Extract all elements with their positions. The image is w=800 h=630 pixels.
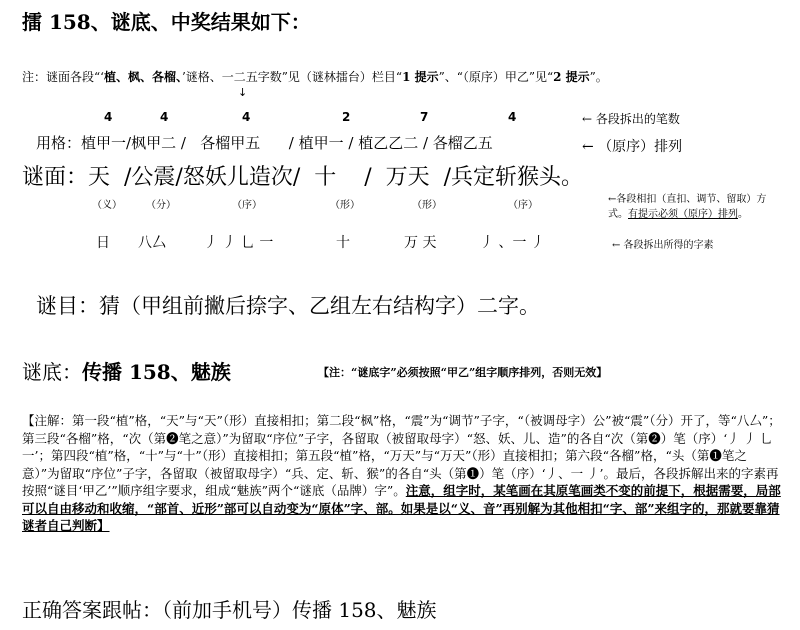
note-bold-formats: 植、枫、各榴、 [103, 70, 182, 84]
stroke-count: 4 [508, 110, 517, 124]
final-label: 正确答案跟帖： [22, 598, 162, 622]
stroke-count: 7 [420, 110, 429, 124]
stroke-count: 4 [160, 110, 169, 124]
method-mark: （义） [92, 200, 122, 211]
final-value: （前加手机号）传播 158、魅族 [162, 598, 437, 622]
usage-row [36, 132, 493, 153]
riddle-label: 谜面： [22, 165, 89, 190]
stroke-count-label: ← 各段拆出的笔数 [582, 112, 680, 126]
note-bold-hint-2: 2 提示 [553, 70, 590, 84]
usage-label: 用格： [36, 134, 82, 152]
note-mid-1: ’谜格、一二五字数”见（谜林擂台）栏目“ [181, 70, 403, 84]
method-note-underlined: 有提示必须（原序）排列 [628, 209, 738, 220]
glyph-fragment: 十 [336, 235, 350, 251]
explanation-paragraph [22, 412, 782, 535]
note-prefix: 注：谜面各段“‘ [22, 70, 104, 84]
glyph-fragment: 丿 、一 丿 [480, 235, 545, 251]
glyph-fragment: 八厶 [138, 235, 166, 251]
note-suffix: ”。 [589, 70, 608, 84]
down-arrow-icon: ↓ [238, 86, 248, 99]
stroke-count: 4 [104, 110, 113, 124]
stroke-count: 4 [242, 110, 251, 124]
glyph-fragment: 丿 丿 乚 一 [204, 235, 274, 251]
riddle-answer [22, 356, 231, 385]
method-mark: （形） [412, 200, 442, 211]
glyph-fragment: 日 [96, 235, 110, 251]
fragments-label: ← 各段拆出所得的字素 [612, 240, 714, 251]
stroke-count: 2 [342, 110, 351, 124]
riddle-format-note [22, 68, 608, 85]
explanation-emphasis: 注意，组字时，某笔画在其原笔画类不变的前提下，根据需要，局部可以自由移动和收缩，“部首、近形”部可以自动变为“原体”字、部。如果是以“义、音”再别解为其他相扣“字、部”来组字的，那就要靠猜谜者自己判断】 [22, 483, 781, 533]
method-note-line-2-post: 。 [738, 209, 748, 220]
method-note-line-2-pre: 式。 [608, 209, 628, 220]
note-bold-hint-1: 1 提示 [402, 70, 439, 84]
method-mark: （序） [508, 200, 538, 211]
page-title: 擂 158、谜底、中奖结果如下： [22, 10, 311, 34]
usage-formats: 植甲一/枫甲二 / 各榴甲五 / 植甲一 / 植乙乙二 / 各榴乙五 [81, 134, 493, 152]
method-note [608, 192, 788, 222]
final-answer-line [22, 594, 437, 623]
method-mark: （分） [146, 200, 176, 211]
usage-order-label: ← （原序）排列 [582, 139, 683, 155]
method-mark: （序） [232, 200, 262, 211]
explanation-main: 【注解：第一段“植”格，“天”与“天”（形）直接相扣；第二段“枫”格，“震”为“调节”子字，“（被调母字）公”被“震”（分）开了，等“八厶”；第三段“各榴”格，“次（第❷笔之意）”为留取“序位”子字，各留取（被留取母字）“怒、妖、儿、造”的各自“次（第❷）笔（序）‘丿 丿 乚 一’；第四段“植”格，“十”与“十”（形）直接相扣；第五段“植”格，“万天”与“万天”（形）直接相扣；第六段“各榴”格，“头（第❶笔之意）”为留取“序位”子字，各留取（被留取母字）“兵、定、斩、猴”的各自“头（第❶）笔（序）‘丿、一 丿’。最后，各段拆解出来的字素再按照“谜目‘甲乙’”顺序组字要求，组成“魅族”两个“谜底（品牌）字”。 [22, 413, 781, 498]
answer-label: 谜底： [22, 360, 82, 384]
glyph-fragment: 万 天 [404, 235, 437, 251]
riddle-face-row [22, 160, 583, 191]
method-mark: （形） [330, 200, 360, 211]
note-mid-2: ”、“（原序）甲乙”见“ [438, 70, 554, 84]
riddle-target: 谜目：猜（甲组前撇后捺字、乙组左右结构字）二字。 [36, 294, 540, 318]
answer-value: 传播 158、魅族 [82, 360, 231, 384]
method-note-line-1: ←各段相扣（直扣、调节、留取）方 [608, 194, 767, 205]
riddle-text: 天 /公震/怒妖儿造次/ 十 / 万天 /兵定斩猴头。 [88, 165, 583, 190]
answer-note: 【注：“谜底字”必须按照“甲乙”组字顺序排列，否则无效】 [318, 366, 608, 379]
